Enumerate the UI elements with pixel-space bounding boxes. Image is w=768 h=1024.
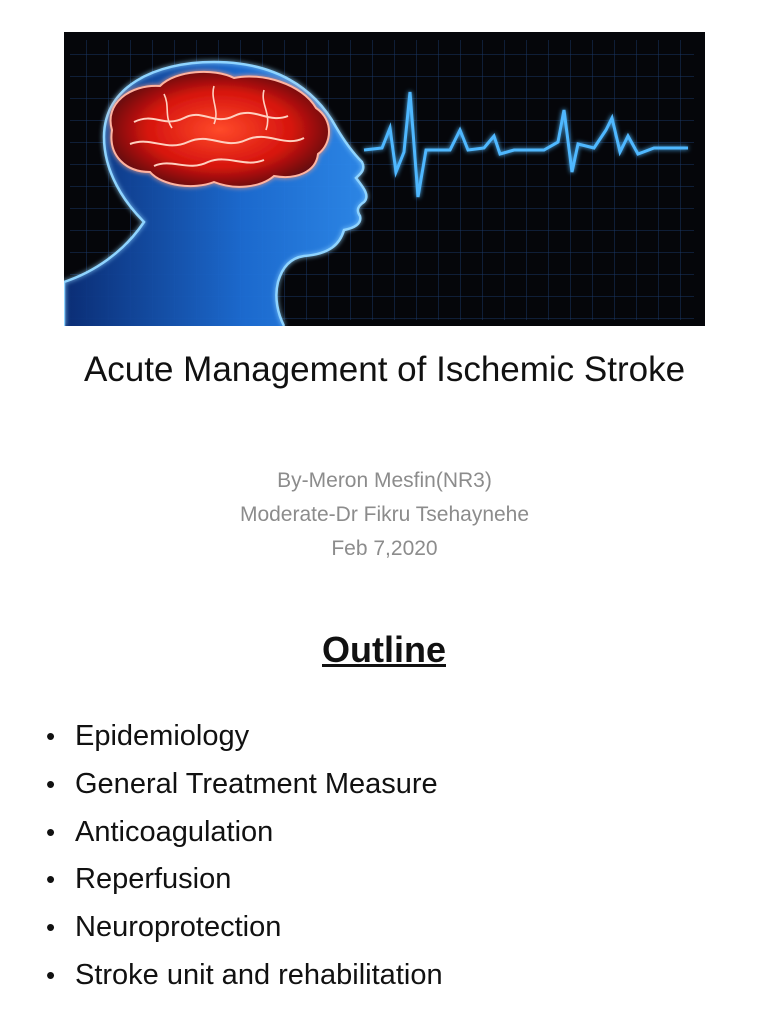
brain-graphic bbox=[111, 72, 329, 187]
outline-heading: Outline bbox=[322, 629, 446, 670]
list-item: • Neuroprotection bbox=[46, 904, 443, 952]
bullet-icon: • bbox=[46, 912, 56, 943]
outline-list bbox=[46, 713, 443, 1000]
byline-moderator: Moderate-Dr Fikru Tsehaynehe bbox=[239, 503, 530, 526]
list-item: • Reperfusion bbox=[46, 856, 443, 904]
bullet-icon: • bbox=[46, 864, 56, 895]
byline bbox=[64, 464, 705, 566]
slide-title: Acute Management of Ischemic Stroke bbox=[83, 350, 686, 389]
bullet-icon: • bbox=[46, 721, 56, 751]
list-item: • General Treatment Measure bbox=[46, 761, 443, 809]
list-item: • Epidemiology bbox=[46, 713, 443, 761]
bullet-icon: • bbox=[46, 768, 56, 799]
byline-author: By-Meron Mesfin(NR3) bbox=[277, 469, 492, 492]
hero-image bbox=[64, 32, 705, 326]
brain-ecg-illustration bbox=[64, 32, 705, 326]
list-item: • Stroke unit and rehabilitation bbox=[46, 952, 443, 1000]
bullet-icon: • bbox=[46, 816, 56, 847]
bullet-icon: • bbox=[46, 959, 56, 990]
list-item: • Anticoagulation bbox=[46, 809, 443, 857]
byline-date: Feb 7,2020 bbox=[331, 537, 438, 560]
